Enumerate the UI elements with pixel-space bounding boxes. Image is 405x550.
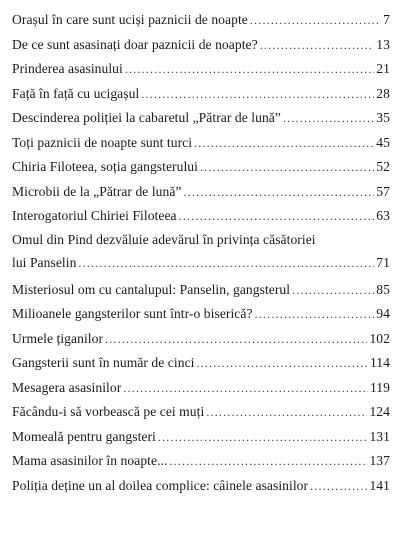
toc-leader-dots xyxy=(292,278,374,303)
toc-entry xyxy=(12,302,390,327)
toc-leader-dots xyxy=(158,425,368,450)
toc-entry-title-line2: lui Panselin xyxy=(12,254,77,270)
toc-entry-title: Prinderea asasinului xyxy=(12,61,123,76)
toc-entry-title: De ce sunt asasinați doar paznicii de noapte? xyxy=(12,36,258,52)
table-of-contents xyxy=(12,8,390,498)
toc-entry-title: Descinderea poliției la cabaretul „Pătrar de lună” xyxy=(12,110,281,125)
toc-entry xyxy=(12,155,390,180)
toc-page-number: 94 xyxy=(376,306,390,321)
toc-page-number: 71 xyxy=(376,254,390,270)
toc-entry xyxy=(12,229,390,278)
toc-leader-dots xyxy=(250,8,381,33)
toc-leader-dots xyxy=(179,204,375,229)
toc-leader-dots xyxy=(194,131,374,156)
toc-page-number: 28 xyxy=(376,85,390,101)
toc-entry-title: Milioanele gangsterilor sunt într-o biserică? xyxy=(12,306,253,321)
toc-entry-title: Microbii de la „Pătrar de lună” xyxy=(12,183,182,199)
toc-entry xyxy=(12,204,390,229)
toc-entry-title: Mesagera asasinilor xyxy=(12,379,122,395)
toc-leader-dots xyxy=(184,180,375,205)
toc-entry-title: Orașul în care sunt uciși paznicii de noapte xyxy=(12,12,248,27)
toc-page-number: 85 xyxy=(376,281,390,297)
toc-leader-dots xyxy=(125,57,374,82)
toc-entry xyxy=(12,327,390,352)
toc-page-number: 21 xyxy=(376,61,390,76)
toc-entry xyxy=(12,131,390,156)
toc-entry xyxy=(12,449,390,474)
toc-entry-title: Făcându-i să vorbească pe cei muți xyxy=(12,404,205,419)
toc-entry-title: Poliția deține un al doilea complice: câinele asasinilor xyxy=(12,477,309,493)
toc-leader-dots xyxy=(169,449,367,474)
toc-leader-dots xyxy=(260,33,375,58)
toc-entry xyxy=(12,57,390,82)
toc-page-number: 119 xyxy=(369,379,390,395)
toc-page-number: 137 xyxy=(369,453,390,468)
toc-page-number: 13 xyxy=(376,36,390,52)
toc-entry xyxy=(12,400,390,425)
toc-entry-title: Urmele țiganilor xyxy=(12,330,104,346)
toc-leader-dots xyxy=(105,327,367,352)
toc-entry-title-line1: Omul din Pind dezvăluie adevărul în privința căsătoriei xyxy=(12,231,316,247)
toc-page-number: 45 xyxy=(376,134,390,150)
toc-page-number: 35 xyxy=(376,110,390,125)
toc-entry-title: Interogatoriul Chiriei Filoteea xyxy=(12,208,177,223)
toc-entry xyxy=(12,425,390,450)
toc-leader-dots xyxy=(206,400,367,425)
toc-page-number: 52 xyxy=(376,159,390,174)
toc-entry-title: Toți paznicii de noapte sunt turci xyxy=(12,134,193,150)
toc-entry xyxy=(12,8,390,33)
toc-page-number: 7 xyxy=(383,12,390,27)
toc-leader-dots xyxy=(200,155,374,180)
toc-entry-title: Mama asasinilor în noapte... xyxy=(12,453,168,468)
toc-entry-title: Față în față cu ucigașul xyxy=(12,85,140,101)
toc-entry xyxy=(12,33,390,58)
toc-page-number: 141 xyxy=(369,477,390,493)
toc-entry-title: Momeală pentru gangsteri xyxy=(12,428,156,444)
toc-entry xyxy=(12,474,390,499)
toc-page-number: 131 xyxy=(369,428,390,444)
toc-leader-dots xyxy=(196,351,367,376)
toc-page-number: 124 xyxy=(369,404,390,419)
toc-page-number: 57 xyxy=(376,183,390,199)
toc-page-number: 63 xyxy=(376,208,390,223)
toc-entry-title: Misteriosul om cu cantalupul: Panselin, gangsterul xyxy=(12,281,291,297)
toc-leader-dots xyxy=(255,302,375,327)
toc-leader-dots xyxy=(123,376,368,401)
toc-page-number: 102 xyxy=(369,330,390,346)
toc-page-number: 114 xyxy=(369,355,390,370)
toc-entry xyxy=(12,278,390,303)
toc-leader-dots xyxy=(78,251,374,276)
toc-entry-title: Gangsterii sunt în număr de cinci xyxy=(12,355,195,370)
toc-leader-dots xyxy=(310,474,367,499)
toc-leader-dots xyxy=(283,106,374,131)
toc-entry xyxy=(12,106,390,131)
toc-entry xyxy=(12,351,390,376)
toc-entry xyxy=(12,180,390,205)
toc-entry xyxy=(12,376,390,401)
toc-entry xyxy=(12,82,390,107)
toc-leader-dots xyxy=(141,82,374,107)
toc-entry-title: Chiria Filoteea, soția gangsterului xyxy=(12,159,198,174)
